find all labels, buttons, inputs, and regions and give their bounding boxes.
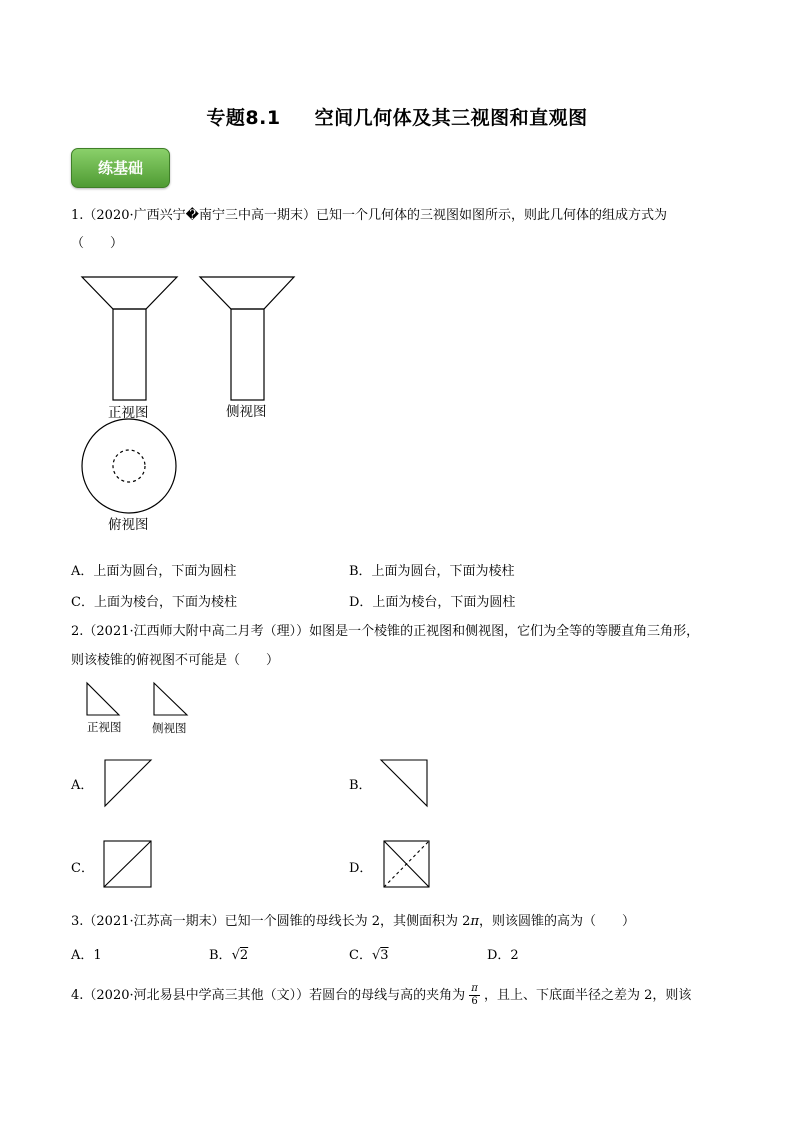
q2-option-b-shape (381, 760, 427, 806)
q1-label-front: 正视图 (108, 405, 149, 421)
q1-label-side: 侧视图 (226, 404, 267, 420)
q3-option-b[interactable]: B．√2 (209, 948, 249, 963)
q1-stem-line1: 1.（2020·广西兴宁�南宁三中高一期末）已知一个几何体的三视图如图所示，则此几何体的组成方式为 (71, 208, 667, 223)
q1-option-b[interactable]: B．上面为圆台，下面为棱柱 (349, 564, 515, 579)
q2-stem-line1: 2.（2021·江西师大附中高二月考（理））如图是一个棱锥的正视图和侧视图，它们为全等的等腰直角三角形， (71, 624, 700, 639)
q2-option-a[interactable]: A． (71, 778, 94, 793)
q4-stem: 4.（2020·河北易县中学高三其他（文））若圆台的母线与高的夹角为 $\frac{\pi}{6}$ ，且上、下底面半径之差为 2，则该 (71, 983, 692, 1007)
q2-stem-line2: 则该棱锥的俯视图不可能是（ ） (71, 653, 280, 668)
section-badge: 练基础 (71, 148, 170, 188)
topic-title: 空间几何体及其三视图和直观图 (314, 107, 588, 129)
q2-option-c[interactable]: C． (71, 861, 94, 876)
q2-side-triangle (154, 683, 187, 715)
q2-label-front: 正视图 (87, 720, 122, 734)
sqrt-symbol: √ (231, 948, 240, 963)
q1-option-d[interactable]: D．上面为棱台，下面为圆柱 (349, 595, 516, 610)
q3-option-c[interactable]: C．√3 (349, 948, 389, 963)
fraction-pi-over-6: $\frac{\pi}{6}$ (471, 983, 478, 1007)
q2-option-a-shape (105, 760, 151, 806)
pi-symbol: π (470, 914, 479, 929)
q3-option-a[interactable]: A．1 (71, 948, 102, 963)
q2-option-c-diagonal (104, 841, 151, 887)
q2-front-triangle (87, 683, 119, 715)
q1-option-a[interactable]: A．上面为圆台，下面为圆柱 (71, 564, 237, 579)
sqrt-symbol: √ (371, 948, 381, 963)
q2-label-side: 侧视图 (152, 721, 187, 735)
topic-number: 专题8.1 (206, 107, 281, 129)
q1-stem-line2: （ ） (71, 236, 124, 251)
q2-option-b[interactable]: B． (349, 778, 372, 793)
q3-stem: 3.（2021·江苏高一期末）已知一个圆锥的母线长为 2，其侧面积为 2π，则该圆锥的高为（ ） (71, 914, 635, 929)
q1-option-c[interactable]: C．上面为棱台，下面为棱柱 (71, 595, 237, 610)
q3-option-d[interactable]: D．2 (487, 948, 519, 963)
q2-option-d[interactable]: D． (349, 861, 373, 876)
q1-label-top: 俯视图 (108, 517, 149, 533)
